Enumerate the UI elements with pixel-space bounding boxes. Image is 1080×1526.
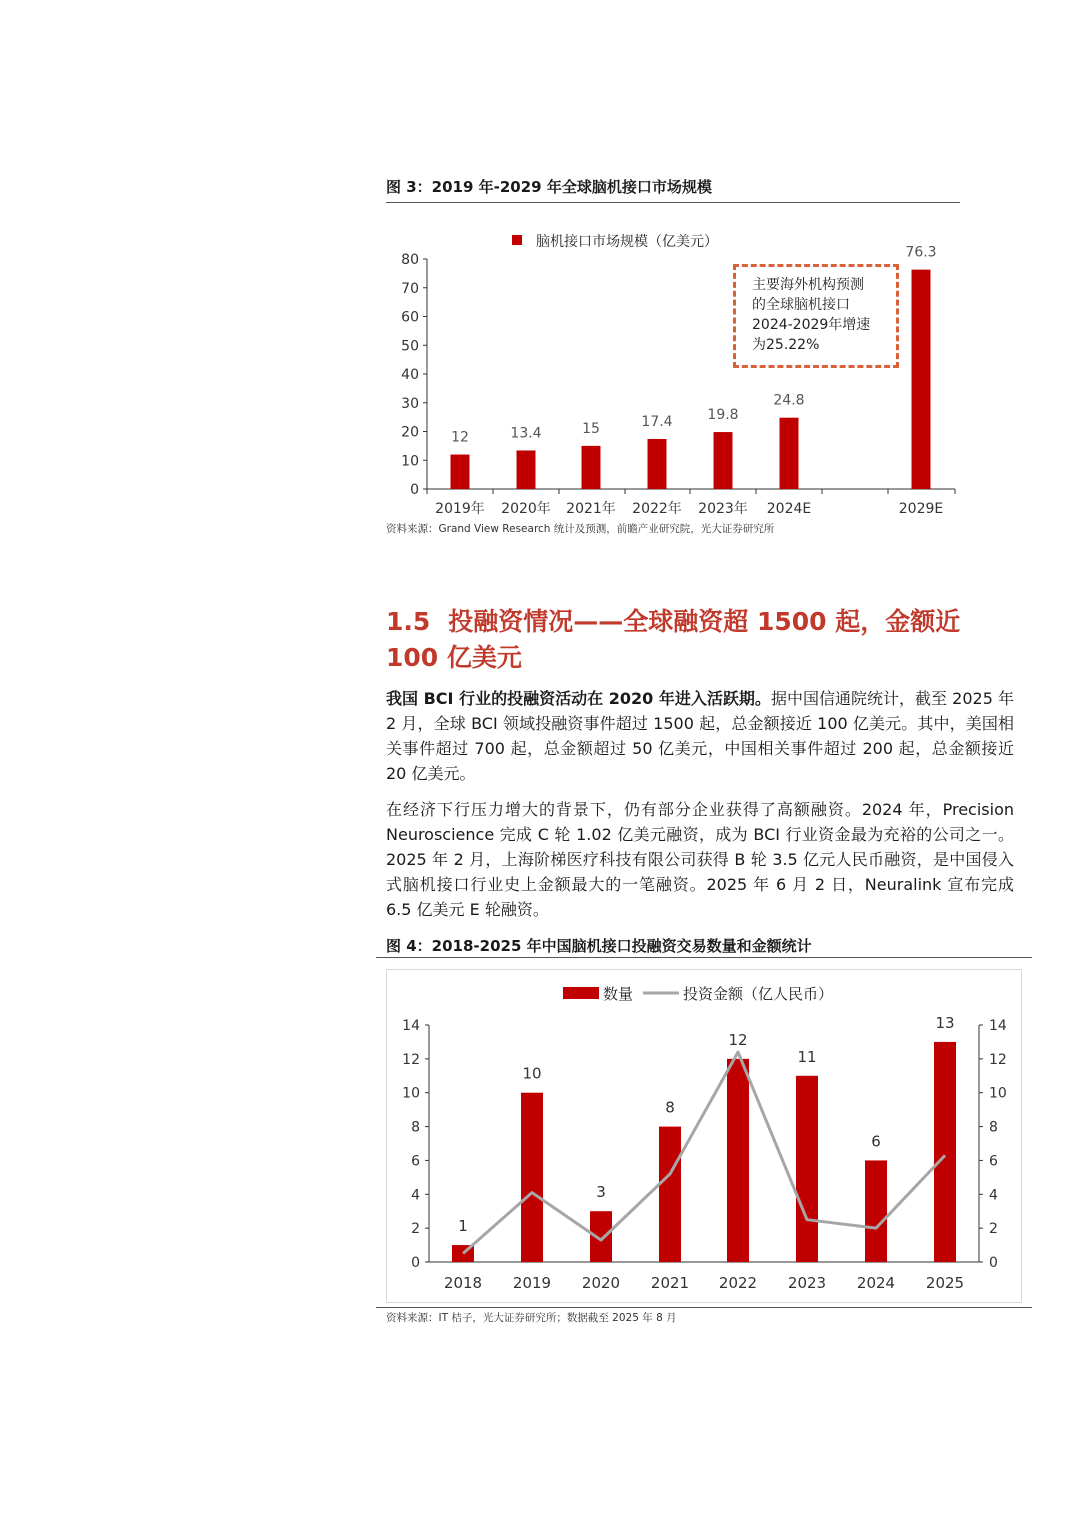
section-title: 投融资情况——全球融资超 1500 起，金额近 100 亿美元 [386,607,961,672]
paragraph-2: 在经济下行压力增大的背景下，仍有部分企业获得了高额融资。2024 年，Precision Neuroscience 完成 C 轮 1.02 亿美元融资，成为 BCI 行业资金最为充裕的公司之一。2025 年 2 月，上海阶梯医疗科技有限公司获得 B 轮 3.5 亿元人民币融资，是中国侵入式脑机接口行业史上金额最大的一笔融资。2025 年 6 月 2 日，Neuralink 宣布完成 6.5 亿美元 E 轮融资。 [386,800,1014,919]
data-label: 13 [935,1013,955,1032]
y-tick-label: 40 [401,367,419,383]
bar [521,1093,543,1262]
data-label: 17.4 [641,413,673,430]
x-tick-label: 2019年 [435,501,485,517]
right-y-tick-label: 0 [989,1255,998,1271]
data-label: 12 [728,1030,748,1049]
left-y-tick-label: 14 [402,1018,420,1034]
x-tick-label: 2020 [581,1274,621,1292]
x-tick-label: 2021 [650,1274,690,1292]
bar [727,1059,749,1262]
x-tick-label: 2020年 [501,501,551,517]
paragraph-1-lead: 我国 BCI 行业的投融资活动在 2020 年进入活跃期。 [386,689,771,708]
section-number: 1.5 [386,607,431,636]
x-tick-label: 2019 [512,1274,552,1292]
x-tick-label: 2018 [443,1274,483,1292]
x-tick-label: 2029E [898,501,944,517]
figure-4-source: 资料来源：IT 桔子，光大证券研究所；数据截至 2025 年 8 月 [386,1312,677,1324]
figure-3-source: 资料来源：Grand View Research 统计及预测，前瞻产业研究院，光大证券研究所 [386,523,775,535]
legend-label-amount: 投资金额（亿人民币） [683,985,834,1003]
bar [865,1160,887,1262]
x-tick-label: 2022 [718,1274,758,1292]
data-label: 3 [596,1183,606,1202]
right-y-tick-label: 4 [989,1187,998,1204]
callout-line: 2024-2029年增速 [752,317,871,333]
left-y-tick-label: 12 [402,1051,420,1068]
right-y-tick-label: 12 [989,1051,1007,1068]
figure-4-bottom-rule [376,1307,1032,1308]
data-label: 15 [582,420,600,437]
data-label: 19.8 [707,407,739,424]
left-y-tick-label: 6 [411,1153,420,1170]
x-tick-label: 2022年 [632,501,682,517]
legend-swatch-count [563,987,599,999]
left-y-tick-label: 4 [411,1187,420,1204]
data-label: 76.3 [905,244,937,261]
data-label: 11 [797,1047,817,1066]
bar [590,1211,612,1262]
x-tick-label: 2023 [787,1274,827,1292]
callout-line: 为25.22% [752,337,820,353]
right-y-tick-label: 8 [989,1119,998,1136]
x-tick-label: 2024E [766,501,812,517]
left-y-tick-label: 10 [402,1085,420,1102]
bar [796,1076,818,1262]
legend-label-count: 数量 [603,985,634,1003]
figure-3-title: 图 3：2019 年-2029 年全球脑机接口市场规模 [386,178,712,196]
data-label: 1 [458,1217,468,1236]
right-y-tick-label: 2 [989,1221,998,1238]
data-label: 6 [871,1132,881,1151]
y-tick-label: 80 [401,252,419,268]
data-label: 10 [522,1064,542,1083]
y-tick-label: 0 [410,482,419,498]
data-label: 13.4 [510,425,542,442]
y-tick-label: 10 [401,453,419,470]
left-y-tick-label: 0 [411,1255,420,1271]
x-tick-label: 2024 [856,1274,896,1292]
bar [934,1042,956,1262]
paragraph-1-body: 据中国信通院统计，截至 2025 年 2 月，全球 BCI 领域投融资事件超过 1500 起，总金额接近 100 亿美元。其中，美国相关事件超过 700 起，总金额超过 50 亿美元，中国相关事件超过 200 起，总金额接近 20 亿美元。 [386,689,1014,783]
y-tick-label: 20 [401,424,419,441]
right-y-tick-label: 6 [989,1153,998,1170]
data-label: 12 [451,429,469,446]
bar [659,1127,681,1262]
x-tick-label: 2025 [925,1274,965,1292]
y-tick-label: 60 [401,309,419,326]
data-label: 8 [665,1098,675,1117]
x-tick-label: 2023年 [698,501,748,517]
left-y-tick-label: 2 [411,1221,420,1238]
y-tick-label: 70 [401,280,419,297]
right-y-tick-label: 14 [989,1018,1007,1034]
data-label: 24.8 [773,392,805,409]
callout-line: 的全球脑机接口 [752,297,850,313]
right-y-tick-label: 10 [989,1085,1007,1102]
callout-line: 主要海外机构预测 [752,277,864,293]
left-y-tick-label: 8 [411,1119,420,1136]
legend-label: 脑机接口市场规模（亿美元） [536,234,718,250]
y-tick-label: 30 [401,395,419,412]
y-tick-label: 50 [401,338,419,355]
figure-4-title: 图 4：2018-2025 年中国脑机接口投融资交易数量和金额统计 [386,937,812,955]
x-tick-label: 2021年 [566,501,616,517]
